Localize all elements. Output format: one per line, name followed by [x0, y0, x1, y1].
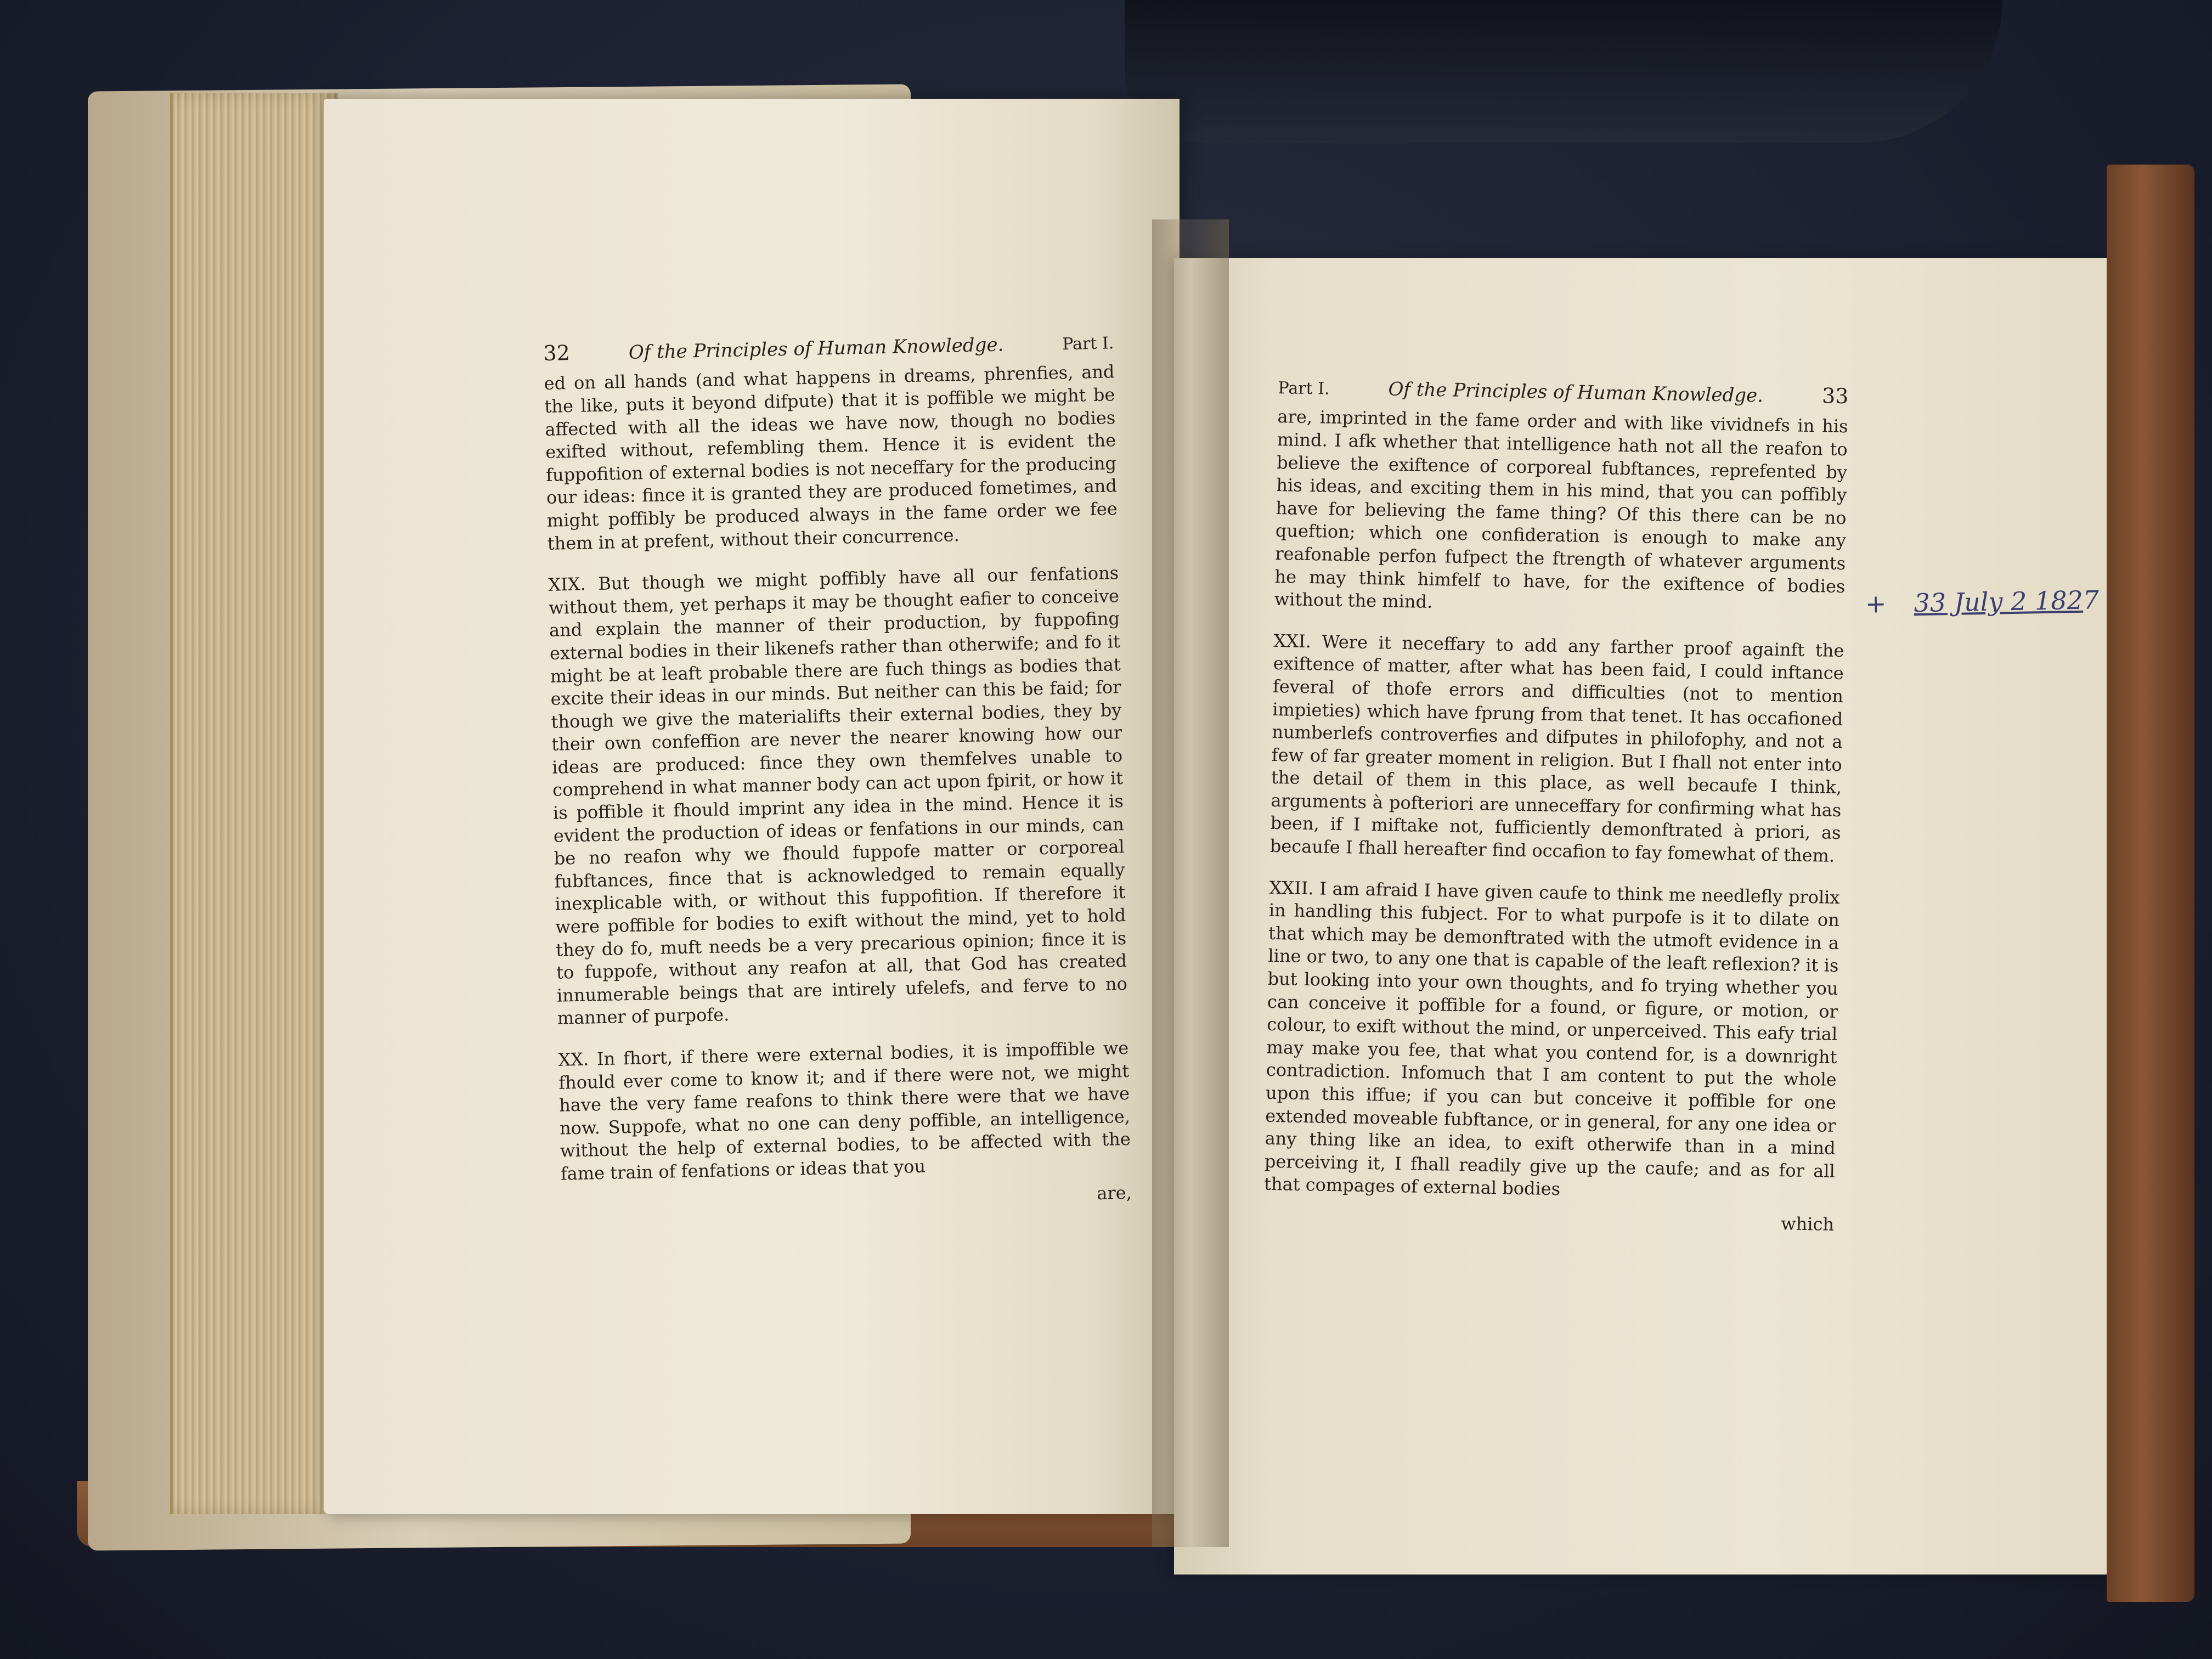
left-paragraph: ed on all hands (and what happens in dreams, phrenfies, and the like, puts it beyond difpute) that it is poffible we might be affected with all the ideas we have now, though no bodies exifted without, refembling them. Hence it is evident the fuppofition of external bodies is not neceffary for the producing our ideas: fince it is granted they are produced fometimes, and might poffibly be produced always in the fame order we fee them in at prefent, without their concurrence. [544, 361, 1118, 554]
right-page-text [1263, 373, 1849, 1236]
left-paragraph: XX. In fhort, if there were external bodies, it is impoffible we fhould ever come to know it; and if there were not, we might have the very fame reafons to think there were that we have now. Suppofe, what no one can deny poffible, an intelligence, without the help of external bodies, to be affected with the fame train of fenfations or ideas that you [558, 1037, 1131, 1184]
left-page-text [543, 328, 1132, 1216]
page-edges [170, 93, 338, 1514]
annotation-text: 33 July 2 182 [1914, 585, 2084, 618]
annotation-plus: + [1865, 589, 1887, 619]
right-catchword: which [1780, 1213, 1835, 1235]
book-gutter [1152, 219, 1229, 1547]
left-part-label: Part I. [1062, 334, 1114, 354]
right-paragraph: are, imprinted in the fame order and with like vividnefs in his mind. I afk whether that intelligence hath not all the reafon to believe the exiftence of corporeal fubftances, reprefented by his ideas, and exciting them in his mind, that you can poffibly have for believing the fame thing? Of this there can be no queftion; which one confideration is enough to make any reafonable perfon fufpect the ftrength of whatever arguments he may think himfelf to have, for the exiftence of bodies without the mind. [1274, 406, 1848, 613]
left-running-title: Of the Principles of Human Knowledge. [628, 334, 1004, 364]
left-catchword: are, [1096, 1182, 1132, 1204]
handwritten-annotation [1865, 585, 2100, 618]
left-paragraph: XIX. But though we might poffibly have all our fenfations without them, yet perhaps it may be thought eafier to conceive and explain the manner of their production, by fuppofing external bodies in their likenefs rather than otherwife; and fo it might be at leaft probable there are fuch things as bodies that excite their ideas in our minds. But neither can this be faid; for though we give the materialifts their external bodies, they by their own confeffion are never the nearer knowing how our ideas are produced: fince they own themfelves unable to comprehend in what manner body can act upon fpirit, or how it is poffible it fhould imprint any idea in the mind. Hence it is evident the production of ideas or fenfations in our minds, can be no reafon why we fhould fuppofe matter or corporeal fubftances, fince that is acknowledged to remain equally inexplicable with, or without this fuppofition. If therefore it were poffible for bodies to exift without the mind, yet to hold they do fo, muft needs be a very precarious opinion; fince it is to fuppofe, without any reafon at all, that God has created innumerable beings that are intirely ufelefs, and ferve to no manner of purpofe. [548, 562, 1128, 1029]
right-paragraph: XXII. I am afraid I have given caufe to think me needlefly prolix in handling this fubject. For to what purpofe is it to dilate on that which may be demonftrated with the utmoft evidence in a line or two, to any one that is capable of the leaft reflexion? it is but looking into your own thoughts, and fo trying whether you can conceive it poffible for a found, or figure, or motion, or colour, to exift without the mind, or unperceived. This eafy trial may make you fee, that what you contend for, is a downright contradiction. Infomuch that I am content to put the whole upon this iffue; if you can but conceive it poffible for one extended moveable fubftance, or in general, for any one idea or any thing like an idea, to exift otherwife than in a mind perceiving it, I fhall readily give up the caufe; and as for all that compages of external bodies [1263, 877, 1840, 1200]
book-cover-right [2107, 165, 2194, 1602]
right-paragraph: XXI. Were it neceffary to add any farther proof againft the exiftence of matter, after what has been faid, I could inftance feveral of thofe errors and difficulties (not to mention impieties) which have fprung from that tenet. It has occafioned numberlefs controverfies and difputes in philofophy, and not a few of far greater moment in religion. But I fhall not enter into the detail of them in this place, as well becaufe I think, arguments à pofteriori are unneceffary for confirming what has been, if I miftake not, fufficiently demonftrated à priori, as becaufe I fhall hereafter find occafion to fay fomewhat of them. [1269, 630, 1844, 866]
right-part-label: Part I. [1278, 378, 1330, 399]
right-page-number: 33 [1821, 383, 1849, 409]
right-running-title: Of the Principles of Human Knowledge. [1388, 378, 1764, 407]
left-page-number: 32 [543, 340, 571, 365]
annotation-suffix: 7 [2083, 585, 2100, 615]
